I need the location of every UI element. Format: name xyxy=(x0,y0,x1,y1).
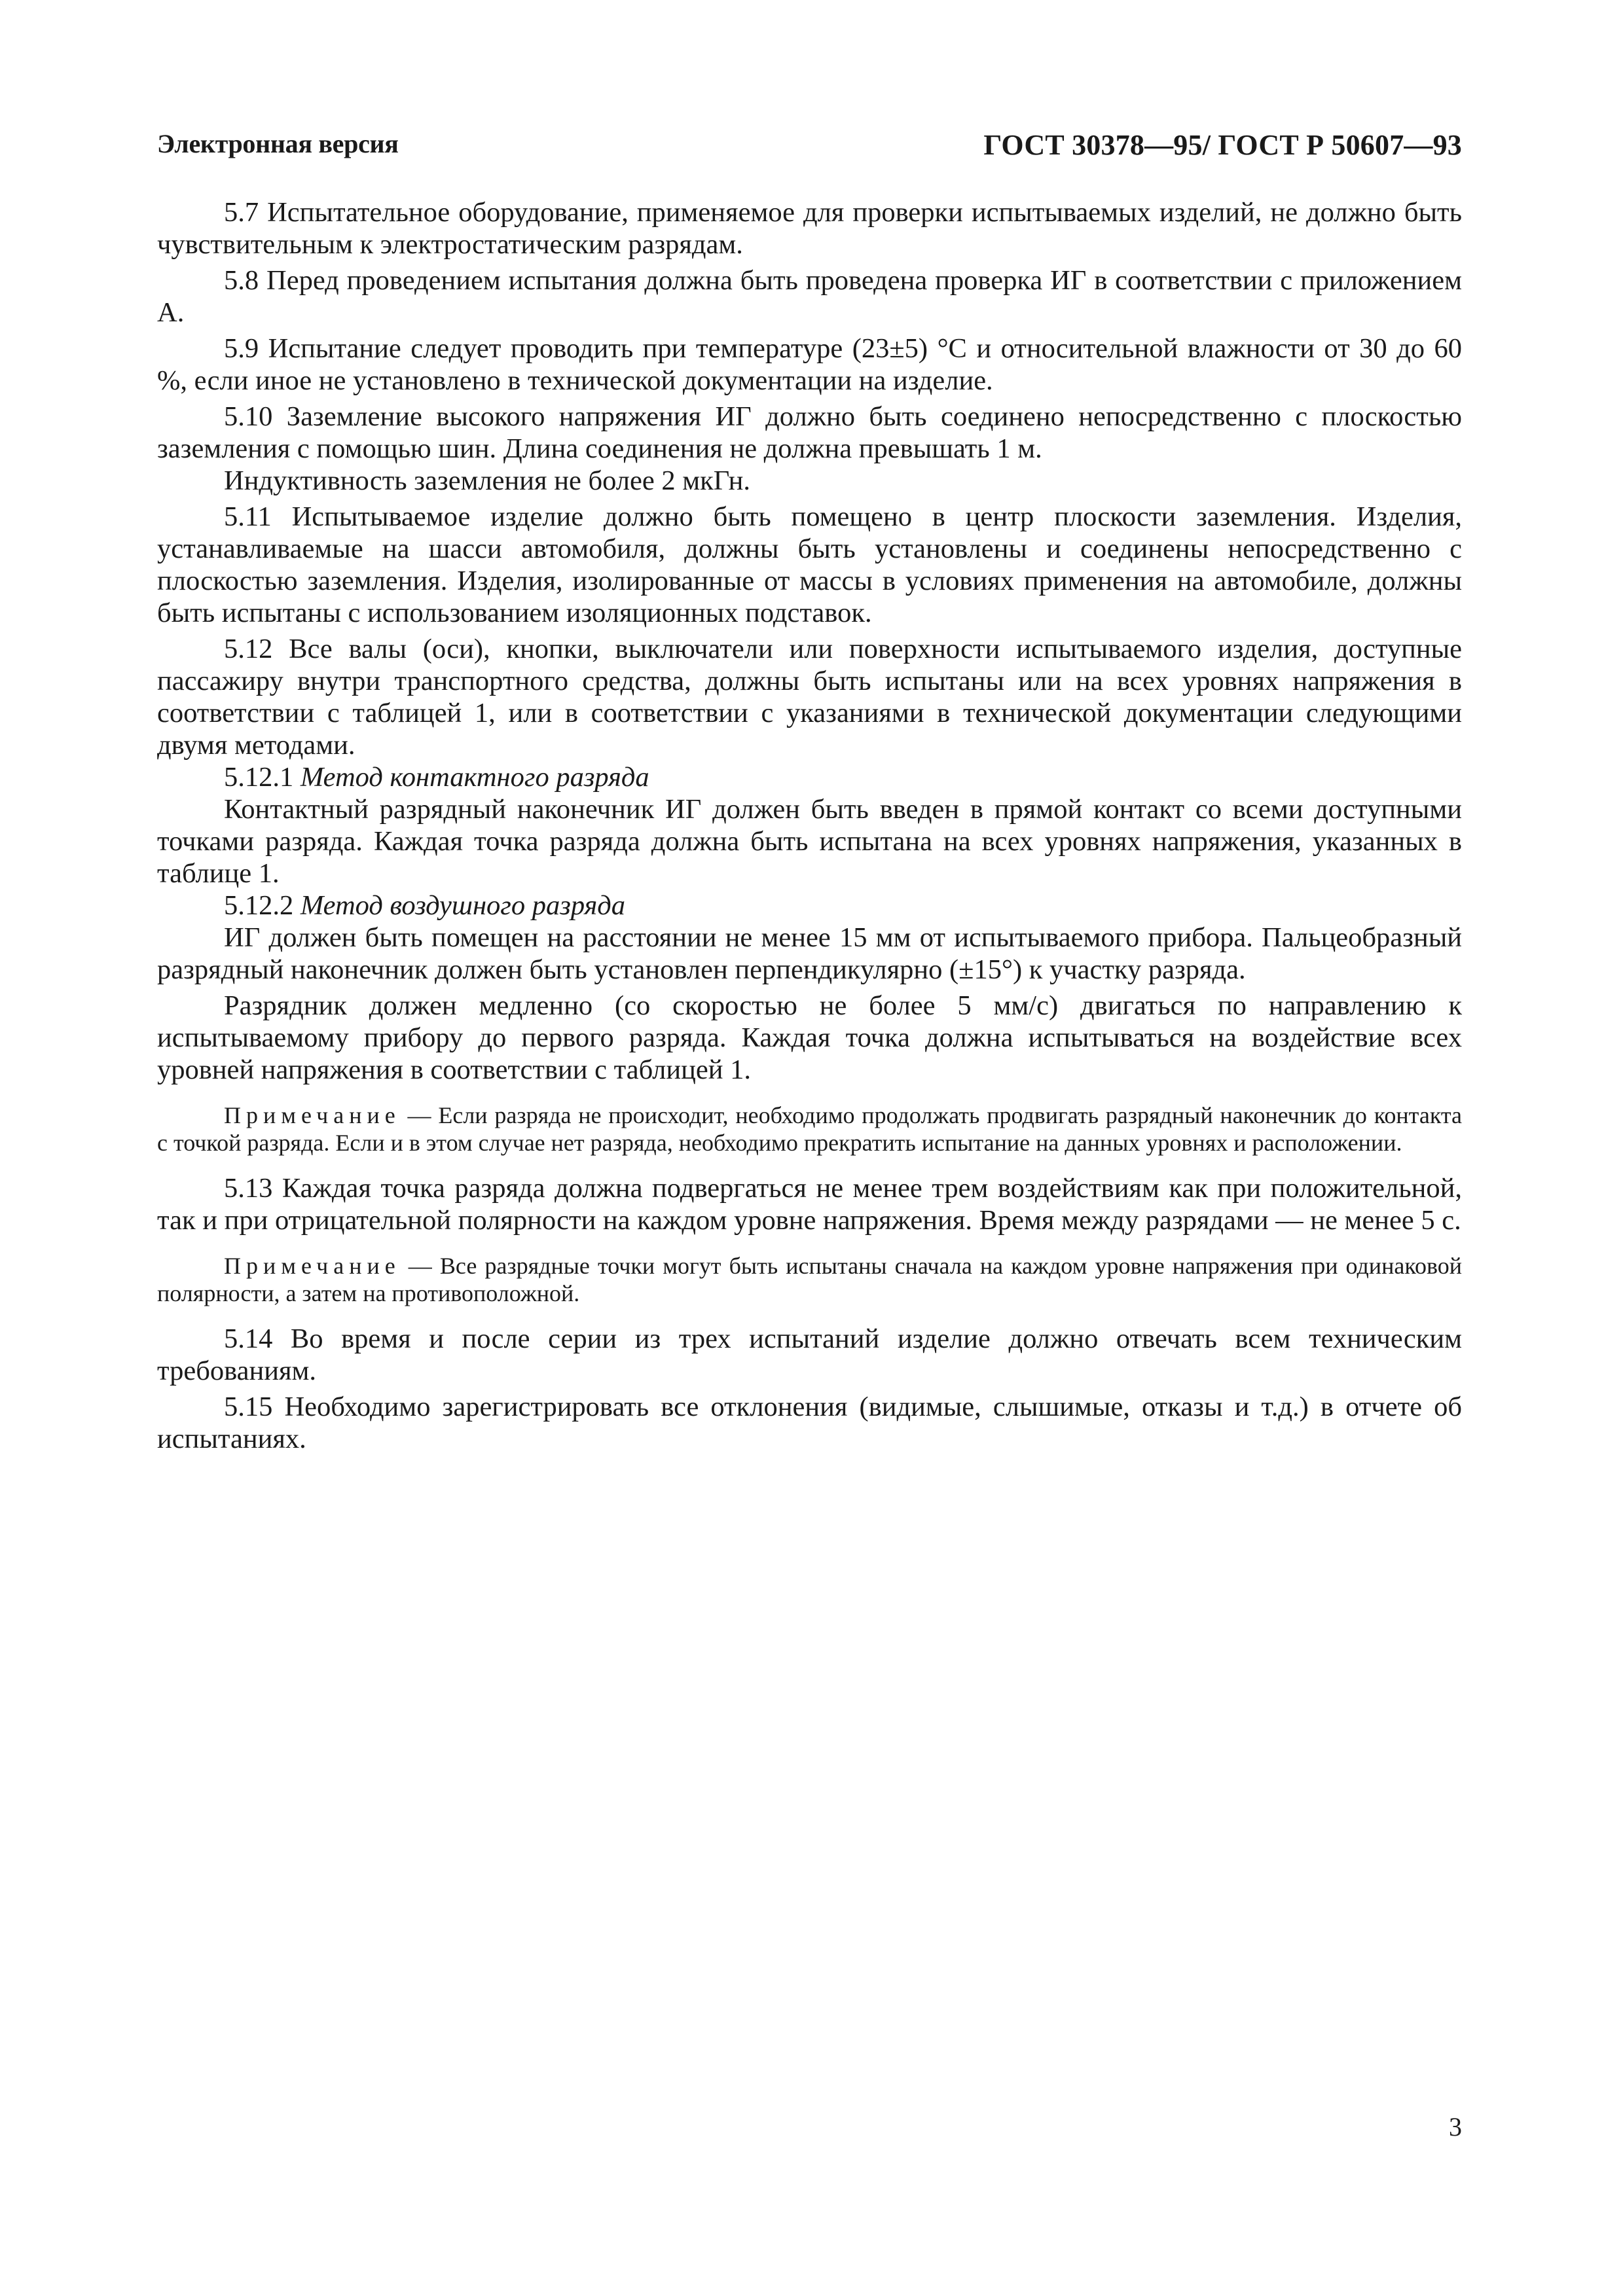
document-body xyxy=(157,196,1462,1455)
paragraph-5-11: 5.11 Испытываемое изделие должно быть помещено в центр плоскости заземления. Изделия, устанавливаемые на шасси автомобиля, должны быть установлены и соединены непосредственно с плоскостью заземления. Изделия, изолированные от массы в условиях применения на автомобиле, должны быть испытаны с использованием изоляционных подставок. xyxy=(157,501,1462,628)
note-2-text: — Все разрядные точки могут быть испытаны сначала на каждом уровне напряжения при одинаковой полярности, а затем на противоположной. xyxy=(157,1253,1462,1306)
heading-5-12-1-number: 5.12.1 xyxy=(224,762,294,793)
paragraph-5-12: 5.12 Все валы (оси), кнопки, выключатели или поверхности испытываемого изделия, доступные пассажиру внутри транспортного средства, должны быть испытаны или на всех уровнях напряжения в соответствии с таблицей 1, или в соответствии с указаниями в технической документации следующими двумя методами. xyxy=(157,634,1462,761)
paragraph-5-12-2-continued: Разрядник должен медленно (со скоростью не более 5 мм/с) двигаться по направлению к испытываемому прибору до первого разряда. Каждая точка должна испытываться на воздействие всех уровней напряжения в соответствии с таблицей 1. xyxy=(157,990,1462,1085)
header-edition-label: Электронная версия xyxy=(157,129,399,158)
paragraph-5-10: 5.10 Заземление высокого напряжения ИГ должно быть соединено непосредственно с плоскостью заземления с помощью шин. Длина соединения не должна превышать 1 м. xyxy=(157,401,1462,464)
paragraph-5-9: 5.9 Испытание следует проводить при температуре (23±5) °С и относительной влажности от 30 до 60 %, если иное не установлено в технической документации на изделие. xyxy=(157,333,1462,396)
paragraph-5-8: 5.8 Перед проведением испытания должна быть проведена проверка ИГ в соответствии с приложением А. xyxy=(157,265,1462,328)
paragraph-5-15: 5.15 Необходимо зарегистрировать все отклонения (видимые, слышимые, отказы и т.д.) в отчете об испытаниях. xyxy=(157,1391,1462,1454)
header-standard-number: ГОСТ 30378—95/ ГОСТ Р 50607—93 xyxy=(983,129,1462,161)
paragraph-5-10-inductance: Индуктивность заземления не более 2 мкГн. xyxy=(224,465,751,496)
paragraph-5-12-2: ИГ должен быть помещен на расстоянии не менее 15 мм от испытываемого прибора. Пальцеобразный разрядный наконечник должен быть установлен перпендикулярно (±15°) к участку разряда. xyxy=(157,922,1462,985)
heading-5-12-2-number: 5.12.2 xyxy=(224,890,294,921)
note-2 xyxy=(157,1252,1462,1307)
heading-5-12-2-title: Метод воздушного разряда xyxy=(300,890,626,921)
note-1-label: Примечание xyxy=(224,1102,401,1128)
page-header xyxy=(157,128,1462,168)
note-1 xyxy=(157,1102,1462,1157)
note-1-text: — Если разряда не происходит, необходимо продолжать продвигать разрядный наконечник до контакта с точкой разряда. Если и в этом случае нет разряда, необходимо прекратить испытание на данных уровнях и расположении. xyxy=(157,1102,1462,1156)
heading-5-12-2 xyxy=(157,889,1462,922)
paragraph-5-7: 5.7 Испытательное оборудование, применяемое для проверки испытываемых изделий, не должно быть чувствительным к электростатическим разрядам. xyxy=(157,197,1462,260)
paragraph-5-14: 5.14 Во время и после серии из трех испытаний изделие должно отвечать всем техническим требованиям. xyxy=(157,1323,1462,1386)
page-number: 3 xyxy=(1449,2112,1462,2142)
paragraph-5-12-1: Контактный разрядный наконечник ИГ должен быть введен в прямой контакт со всеми доступными точками разряда. Каждая точка разряда должна быть испытана на всех уровнях напряжения, указанных в таблице 1. xyxy=(157,794,1462,889)
heading-5-12-1-title: Метод контактного разряда xyxy=(300,762,649,793)
note-2-label: Примечание xyxy=(224,1253,401,1279)
heading-5-12-1 xyxy=(157,761,1462,793)
paragraph-5-13: 5.13 Каждая точка разряда должна подвергаться не менее трем воздействиям как при положительной, так и при отрицательной полярности на каждом уровне напряжения. Время между разрядами — не менее 5 с. xyxy=(157,1173,1462,1236)
